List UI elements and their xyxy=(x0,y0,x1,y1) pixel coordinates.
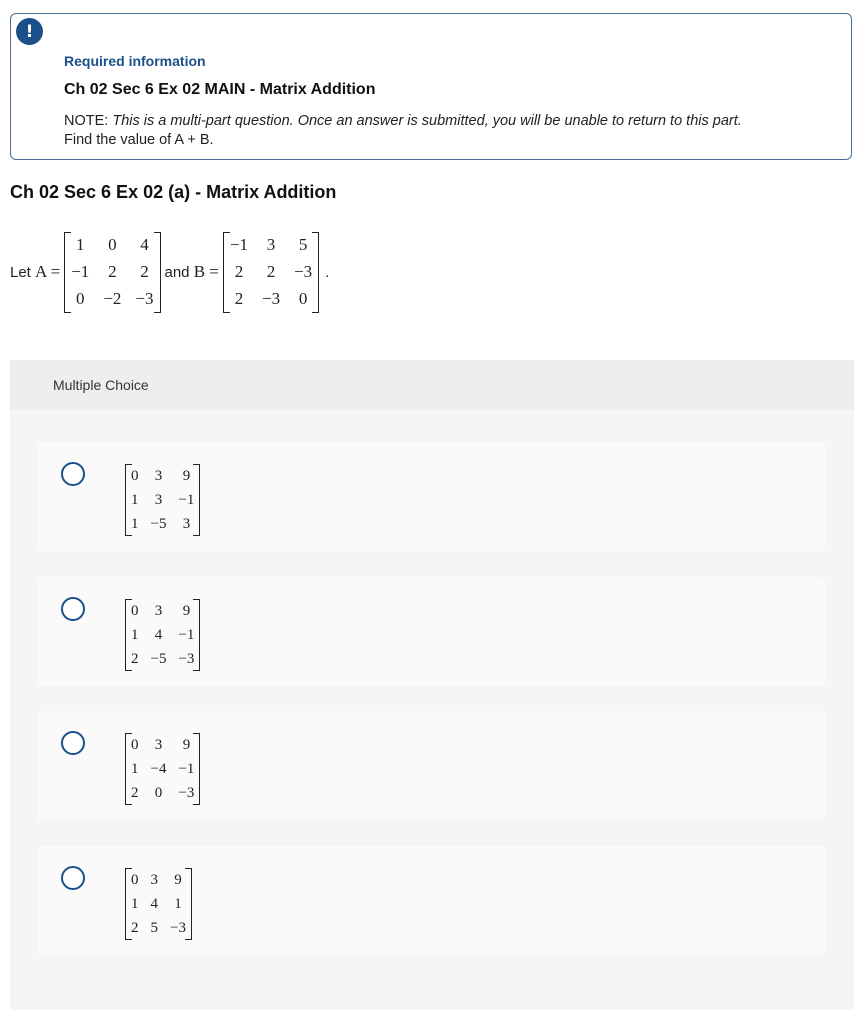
matrix-cell: −5 xyxy=(150,650,167,667)
choice-option-3[interactable] xyxy=(37,711,825,820)
matrix-cell: 3 xyxy=(266,235,276,254)
radio-button[interactable] xyxy=(61,597,85,621)
matrix-cell: 1 xyxy=(76,235,85,254)
matrix-cell: 4 xyxy=(150,895,158,912)
matrix-cell: 5 xyxy=(298,235,308,254)
matrix-cell: 3 xyxy=(154,467,163,484)
matrix-cell: −3 xyxy=(135,289,154,308)
matrix-cell: 0 xyxy=(131,871,139,888)
matrix-cell: −5 xyxy=(150,515,167,532)
matrix-cell: −3 xyxy=(294,262,313,281)
required-info-title: Required information xyxy=(64,53,206,69)
required-info-note xyxy=(64,112,844,150)
matrix-cell: −1 xyxy=(229,235,248,254)
matrix-a-label: A = xyxy=(35,262,61,281)
matrix-cell: 0 xyxy=(76,289,85,308)
choice-option-4[interactable] xyxy=(37,846,825,955)
matrix-cell: 4 xyxy=(140,235,149,254)
matrix-cell: 2 xyxy=(131,784,139,801)
matrix-cell: 1 xyxy=(131,626,139,643)
matrix-cell: 5 xyxy=(150,919,158,936)
choice-matrix xyxy=(125,868,192,940)
note-text: This is a multi-part question. Once an answer is submitted, you will be unable to return to this part. xyxy=(112,113,742,129)
matrix-cell: −4 xyxy=(150,760,167,777)
matrix-cell: 2 xyxy=(234,262,244,281)
matrix-cell: 2 xyxy=(266,262,276,281)
period: . xyxy=(325,263,330,281)
matrix-cell: 0 xyxy=(298,289,308,308)
matrix-cell: 0 xyxy=(131,602,139,619)
matrix-cell: −3 xyxy=(261,289,281,308)
matrix-cell: 2 xyxy=(234,289,244,308)
matrix-a xyxy=(64,232,160,313)
matrix-cell: 9 xyxy=(182,467,191,484)
choice-matrix xyxy=(125,599,200,671)
note-label: NOTE: xyxy=(64,113,109,129)
matrix-cell: 2 xyxy=(108,262,117,281)
matrix-cell: 0 xyxy=(131,467,139,484)
matrix-cell: 9 xyxy=(182,736,191,753)
matrix-cell: −2 xyxy=(103,289,122,308)
part-title: Ch 02 Sec 6 Ex 02 (a) - Matrix Addition xyxy=(10,182,337,202)
matrix-cell: −1 xyxy=(178,626,195,643)
matrix-b xyxy=(223,232,319,313)
matrix-cell: 0 xyxy=(154,784,163,801)
matrix-cell: −3 xyxy=(170,919,186,936)
matrix-cell: −1 xyxy=(178,491,195,508)
matrix-statement xyxy=(10,232,329,312)
matrix-b-label: B = xyxy=(193,262,219,281)
matrix-cell: 3 xyxy=(182,515,191,532)
matrix-cell: −3 xyxy=(178,784,195,801)
radio-button[interactable] xyxy=(61,866,85,890)
matrix-cell: 4 xyxy=(154,626,163,643)
matrix-cell: −1 xyxy=(178,760,195,777)
matrix-cell: 0 xyxy=(108,235,117,254)
matrix-cell: 1 xyxy=(131,515,139,532)
alert-icon: ! xyxy=(16,18,43,45)
matrix-cell: 9 xyxy=(174,871,182,888)
matrix-cell: 2 xyxy=(131,650,139,667)
radio-button[interactable] xyxy=(61,731,85,755)
matrix-cell: 3 xyxy=(154,491,163,508)
and-text: and xyxy=(164,263,190,281)
matrix-cell: 1 xyxy=(131,491,139,508)
matrix-cell: 0 xyxy=(131,736,139,753)
matrix-cell: −1 xyxy=(71,262,90,281)
matrix-cell: 1 xyxy=(131,895,139,912)
required-info-subtitle: Ch 02 Sec 6 Ex 02 MAIN - Matrix Addition xyxy=(64,81,376,98)
matrix-cell: 3 xyxy=(154,736,163,753)
matrix-cell: −3 xyxy=(178,650,195,667)
choice-option-1[interactable] xyxy=(37,442,825,551)
choice-matrix xyxy=(125,733,200,805)
matrix-cell: 2 xyxy=(131,919,139,936)
matrix-cell: 3 xyxy=(150,871,158,888)
required-information-panel xyxy=(10,13,852,160)
matrix-cell: 1 xyxy=(131,760,139,777)
multiple-choice-label: Multiple Choice xyxy=(53,377,149,393)
let-text: Let xyxy=(10,263,31,281)
matrix-cell: 3 xyxy=(154,602,163,619)
matrix-cell: 2 xyxy=(140,262,149,281)
radio-button[interactable] xyxy=(61,462,85,486)
choice-option-2[interactable] xyxy=(37,577,825,686)
choice-matrix xyxy=(125,464,200,536)
multiple-choice-header xyxy=(10,360,854,410)
matrix-cell: 9 xyxy=(182,602,191,619)
matrix-cell: 1 xyxy=(174,895,182,912)
question-prompt: Find the value of A + B. xyxy=(64,132,214,148)
